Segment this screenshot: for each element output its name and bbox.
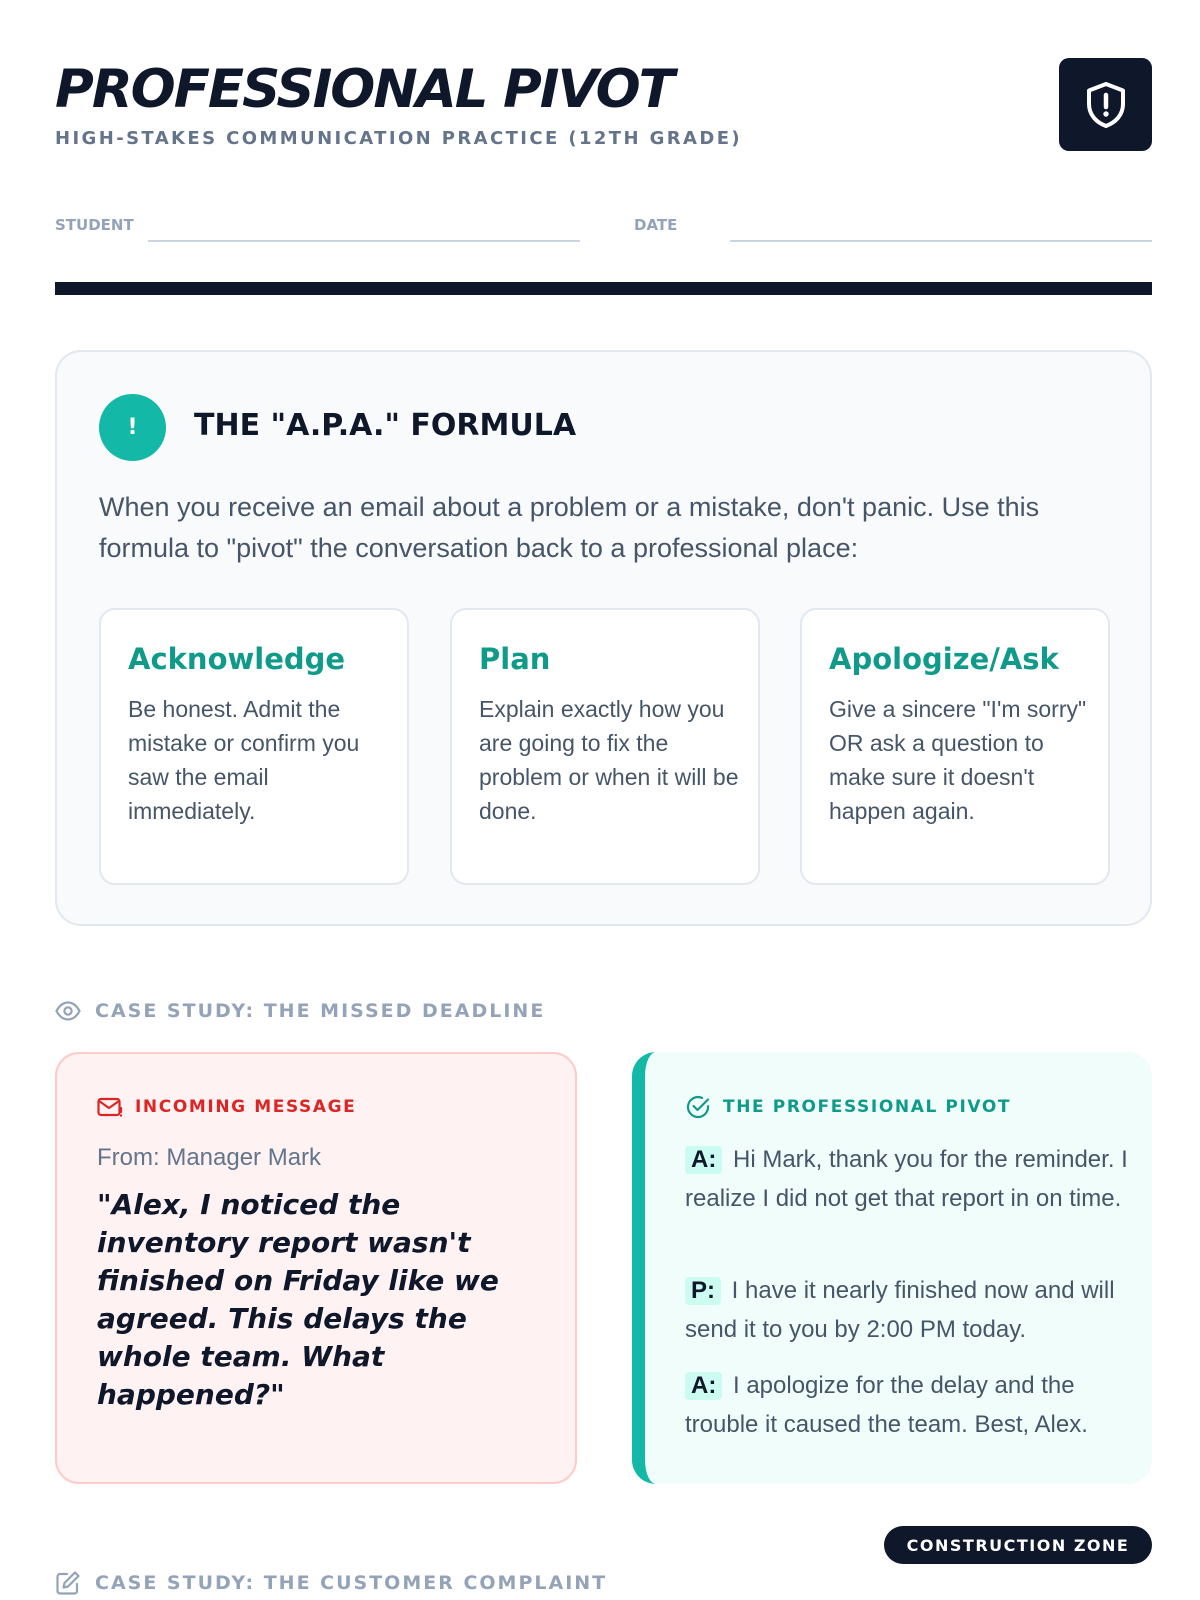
- worksheet-header: [55, 58, 1152, 158]
- incoming-header: [97, 1096, 356, 1118]
- pivot-label: THE PROFESSIONAL PIVOT: [723, 1097, 1012, 1117]
- step-body: Be honest. Admit the mistake or confirm you saw the email immediately.: [128, 696, 360, 824]
- incoming-message-card: [55, 1052, 577, 1484]
- step-card-acknowledge: [99, 608, 409, 885]
- incoming-label: INCOMING MESSAGE: [135, 1097, 357, 1117]
- formula-panel: [55, 350, 1152, 926]
- professional-pivot-card: [632, 1052, 1152, 1484]
- step-title: Acknowledge: [128, 642, 346, 676]
- shield-badge: [1059, 58, 1152, 151]
- shield-alert-icon: [1084, 81, 1128, 129]
- pivot-header: [685, 1094, 1011, 1120]
- check-circle-icon: [685, 1094, 711, 1120]
- exclamation-icon: !: [99, 394, 166, 461]
- formula-intro: When you receive an email about a problem or a mistake, don't panic. Use this formula to "pivot" the conversation back to a professional place:: [99, 492, 1040, 563]
- pivot-text: I apologize for the delay and the trouble it caused the team. Best, Alex.: [685, 1372, 1088, 1438]
- apa-tag: P:: [685, 1277, 721, 1305]
- pivot-line-apologize: [685, 1366, 1130, 1444]
- step-card-plan: [450, 608, 760, 885]
- student-label: STUDENT: [55, 216, 134, 234]
- page-subtitle: HIGH-STAKES COMMUNICATION PRACTICE (12TH GRADE): [55, 128, 743, 149]
- eye-icon: [55, 1001, 81, 1021]
- apa-tag: A:: [685, 1372, 722, 1400]
- case-study-heading: [55, 996, 545, 1026]
- message-quote: "Alex, I noticed the inventory report wasn't finished on Friday like we agreed. This delays the whole team. What happened?": [97, 1188, 499, 1411]
- student-field[interactable]: [148, 240, 580, 242]
- pivot-line-plan: [685, 1271, 1130, 1349]
- apa-tag: A:: [685, 1146, 722, 1174]
- formula-steps: [99, 608, 1110, 885]
- pivot-line-acknowledge: [685, 1140, 1130, 1218]
- case-study-title: CASE STUDY: THE MISSED DEADLINE: [95, 1000, 546, 1022]
- message-sender: From: Manager Mark: [97, 1144, 322, 1171]
- step-card-apologize-ask: [800, 608, 1110, 885]
- construction-zone-badge: CONSTRUCTION ZONE: [884, 1526, 1152, 1564]
- case-study-title: CASE STUDY: THE CUSTOMER COMPLAINT: [95, 1572, 608, 1594]
- mail-alert-icon: [97, 1096, 123, 1118]
- step-body: Explain exactly how you are going to fix the problem or when it will be done.: [479, 696, 739, 824]
- page-title: PROFESSIONAL PIVOT: [55, 59, 673, 120]
- edit-icon: [55, 1570, 81, 1596]
- step-body: Give a sincere "I'm sorry" OR ask a question to make sure it doesn't happen again.: [829, 696, 1087, 824]
- step-title: Plan: [479, 642, 551, 676]
- divider: [55, 282, 1152, 295]
- pivot-text: Hi Mark, thank you for the reminder. I realize I did not get that report in on time.: [685, 1146, 1128, 1212]
- pivot-text: I have it nearly finished now and will send it to you by 2:00 PM today.: [685, 1277, 1115, 1343]
- case-study-heading-2: [55, 1568, 607, 1598]
- date-field[interactable]: [730, 240, 1152, 242]
- formula-title: THE "A.P.A." FORMULA: [194, 408, 577, 443]
- name-date-fields: [55, 212, 1152, 244]
- date-label: DATE: [634, 216, 678, 234]
- step-title: Apologize/Ask: [829, 642, 1059, 676]
